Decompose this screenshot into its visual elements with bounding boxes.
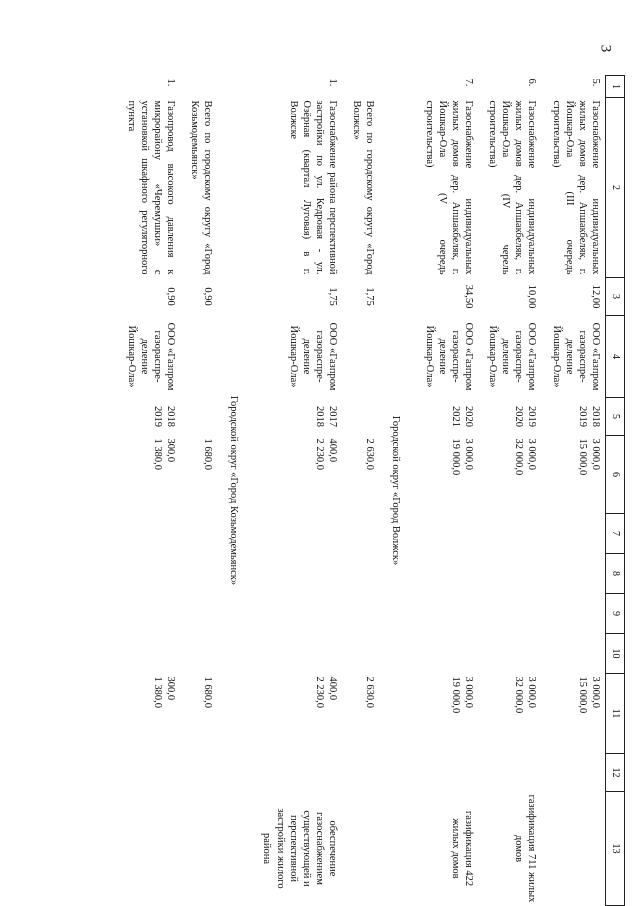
column-header-3: 3: [606, 278, 625, 316]
col-10: [180, 634, 217, 674]
contractor: ООО «Газпром газораспре-деление Йошкар-Ола»: [125, 322, 176, 391]
col-8: [478, 554, 542, 594]
row-number: 1.: [165, 78, 176, 87]
cost-total-value: 1 680,0: [202, 438, 214, 470]
column-header-1: 1: [606, 76, 625, 98]
years: [180, 398, 217, 436]
col-9: [180, 594, 217, 634]
object-name: Всего по городскому округу «Город Волжск»: [351, 100, 376, 275]
cost-source-value: 19 000,0: [449, 676, 461, 714]
contractor: ООО «Газпром газораспре-деление Йошкар-Ола»: [423, 322, 474, 391]
col-9: [478, 594, 542, 634]
result-description: обеспечение газоснабжением существующей и перспективной застройки жилого района: [261, 808, 339, 889]
contractor: [180, 316, 217, 398]
contractor: ООО «Газпром газораспре-деление Йошкар-Ола»: [487, 322, 538, 391]
cost-source-value: 1 380,0: [151, 676, 163, 708]
col-10: [415, 634, 479, 674]
table-row: [117, 76, 181, 906]
cost-total: [117, 436, 181, 514]
years: [342, 398, 379, 436]
col-7: [342, 514, 379, 554]
column-header-row: [606, 76, 625, 906]
result-description: газификация 711 жилых домов: [513, 794, 538, 903]
table-row: [478, 76, 542, 906]
length-km: 10,00: [526, 284, 538, 309]
years-value: 2020: [513, 406, 525, 427]
result-description: [542, 792, 606, 906]
municipality-group-row: [217, 76, 252, 906]
cost-source: [342, 674, 379, 754]
cost-total: [542, 436, 606, 514]
cost-total-value: 15 000,0: [576, 438, 588, 476]
cost-total-value: 300,0: [165, 438, 176, 463]
col-8: [180, 554, 217, 594]
cost-total-value: 3 000,0: [526, 438, 538, 470]
cost-total: [180, 436, 217, 514]
length-km: 12,00: [590, 284, 601, 309]
cost-source-value: 15 000,0: [576, 676, 588, 714]
cost-total: [252, 436, 342, 514]
row-number: [180, 76, 217, 98]
col-7: [415, 514, 479, 554]
col-9: [342, 594, 379, 634]
col-7: [180, 514, 217, 554]
cost-total-value: 1 380,0: [151, 438, 163, 470]
investment-table: [95, 75, 625, 905]
result-description: [342, 792, 379, 906]
col-7: [117, 514, 181, 554]
cost-total-value: 2 230,0: [314, 438, 325, 470]
years-value: 2019: [151, 406, 163, 427]
col-10: [542, 634, 606, 674]
years-value: 2018: [165, 406, 176, 427]
municipality-name: Городской округ «Город Волжск»: [390, 415, 402, 566]
col-9: [415, 594, 479, 634]
result-description: [180, 792, 217, 906]
years-value: 2020: [463, 406, 474, 427]
years-value: 2021: [449, 406, 461, 427]
col-9: [252, 594, 342, 634]
cost-source-value: 2 630,0: [364, 676, 376, 708]
result-description: газификация 422 жилых домов: [449, 810, 474, 887]
years-value: 2018: [314, 406, 325, 427]
column-header-2: 2: [606, 98, 625, 278]
column-header-5: 5: [606, 398, 625, 436]
col-8: [415, 554, 479, 594]
column-header-9: 9: [606, 594, 625, 634]
row-number: [342, 76, 379, 98]
col-8: [252, 554, 342, 594]
col-8: [342, 554, 379, 594]
length-km: 34,50: [463, 284, 474, 309]
contractor: ООО «Газпром газораспре-деление Йошкар-Ола»: [287, 322, 339, 391]
page-number: 3: [597, 44, 614, 53]
cost-source: [478, 674, 542, 754]
col-12: [117, 754, 181, 792]
contractor: [342, 316, 379, 398]
cost-source-value: 32 000,0: [513, 676, 525, 714]
col-12: [342, 754, 379, 792]
length-km: 1,75: [327, 287, 339, 306]
row-number: 5.: [590, 78, 601, 87]
cost-source-value: 2 230,0: [314, 676, 325, 708]
municipality-name: Городской округ «Город Козьмодемьянск»: [228, 395, 240, 586]
col-12: [542, 754, 606, 792]
col-7: [478, 514, 542, 554]
col-8: [117, 554, 181, 594]
col-12: [180, 754, 217, 792]
length-km: 0,90: [202, 287, 214, 306]
years: [117, 398, 181, 436]
table-total-row: [342, 76, 379, 906]
cost-total: [415, 436, 479, 514]
column-header-11: 11: [606, 674, 625, 754]
years: [415, 398, 479, 436]
cost-total-value: 2 630,0: [364, 438, 376, 470]
cost-source: [252, 674, 342, 754]
years-value: 2017: [327, 406, 339, 427]
column-header-10: 10: [606, 634, 625, 674]
row-number: 1.: [327, 78, 339, 87]
col-7: [542, 514, 606, 554]
col-10: [252, 634, 342, 674]
cost-source-value: 3 000,0: [463, 676, 474, 708]
cost-source: [180, 674, 217, 754]
result-description: [117, 792, 181, 906]
col-12: [415, 754, 479, 792]
row-number: 6.: [526, 78, 538, 87]
cost-source: [117, 674, 181, 754]
table-row: [415, 76, 479, 906]
cost-total: [342, 436, 379, 514]
column-header-12: 12: [606, 754, 625, 792]
object-name: Всего по городскому округу «Город Козьмодемьянск»: [189, 100, 214, 275]
contractor: ООО «Газпром газораспре-деление Йошкар-Ола»: [550, 322, 601, 391]
cost-source-value: 1 680,0: [202, 676, 214, 708]
col-9: [117, 594, 181, 634]
col-12: [478, 754, 542, 792]
table-row: [252, 76, 342, 906]
col-10: [117, 634, 181, 674]
cost-total: [478, 436, 542, 514]
col-12: [252, 754, 342, 792]
col-8: [542, 554, 606, 594]
object-name: Газоснабжение района перспективной застройки по ул. Кедровая - ул. Озёрная (квартал Луговая) в г. Волжске: [287, 100, 339, 275]
object-name: Газоснабжение индивидуальных жилых домов дер. Апшакбеляк, г. Йошкар-Ола (III очередь строительства): [550, 100, 601, 275]
years: [542, 398, 606, 436]
cost-source-value: 3 000,0: [590, 676, 601, 708]
cost-source-value: 400,0: [327, 676, 339, 701]
object-name: Газопровод высокого давления к микрорайону «Черемушки» с установкой шкафного регуляторного пункта: [125, 100, 176, 275]
length-km: 0,90: [165, 287, 176, 306]
col-7: [252, 514, 342, 554]
cost-source-value: 300,0: [165, 676, 176, 701]
column-header-4: 4: [606, 316, 625, 398]
length-km: 1,75: [364, 287, 376, 306]
object-name: Газоснабжение индивидуальных жилых домов дер. Апшакбеляк, г. Йошкар-Ола (IV черель строительства): [487, 100, 538, 275]
years: [252, 398, 342, 436]
years-value: 2019: [526, 406, 538, 427]
column-header-6: 6: [606, 436, 625, 514]
row-number: 7.: [463, 78, 474, 87]
cost-total-value: 19 000,0: [449, 438, 461, 476]
col-10: [342, 634, 379, 674]
column-header-8: 8: [606, 554, 625, 594]
column-header-7: 7: [606, 514, 625, 554]
col-10: [478, 634, 542, 674]
table-row: [542, 76, 606, 906]
municipality-group-row: [379, 76, 414, 906]
cost-total-value: 3 000,0: [590, 438, 601, 470]
cost-source-value: 3 000,0: [526, 676, 538, 708]
table-total-row: [180, 76, 217, 906]
col-9: [542, 594, 606, 634]
object-name: Газоснабжение индивидуальных жилых домов дер. Апшакбеляк, г. Йошкар-Ола (V очередь строительства): [423, 100, 474, 275]
column-header-13: 13: [606, 792, 625, 906]
years-value: 2018: [590, 406, 601, 427]
years-value: 2019: [576, 406, 588, 427]
years: [478, 398, 542, 436]
cost-total-value: 400,0: [327, 438, 339, 463]
cost-source: [415, 674, 479, 754]
cost-total-value: 3 000,0: [463, 438, 474, 470]
cost-total-value: 32 000,0: [513, 438, 525, 476]
cost-source: [542, 674, 606, 754]
